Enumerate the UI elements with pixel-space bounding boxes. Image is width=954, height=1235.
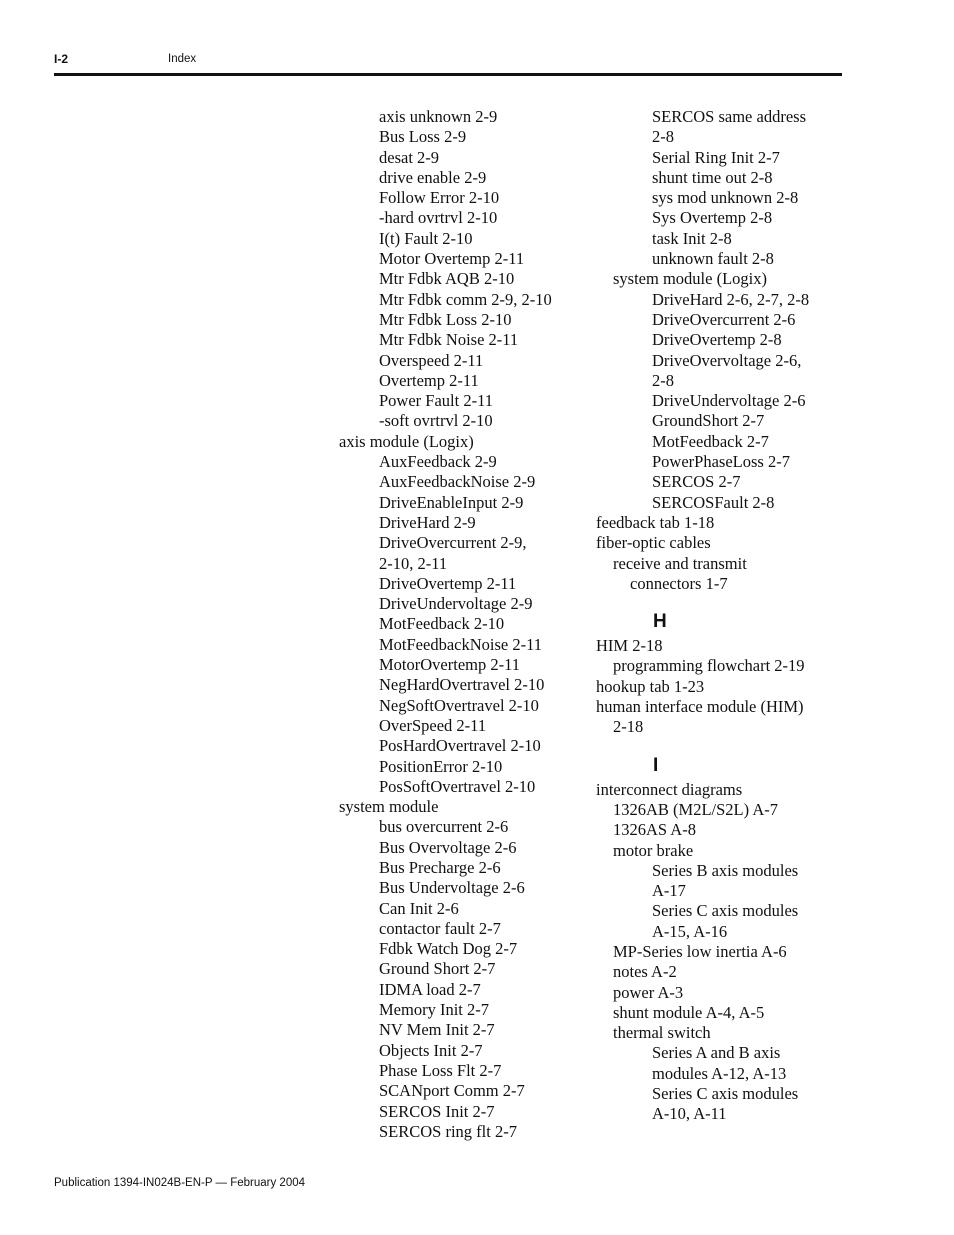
publication-footer: Publication 1394-IN024B-EN-P — February 2004 xyxy=(54,1177,306,1189)
index-entry: Series A and B axis xyxy=(652,1043,781,1063)
index-entry: 2-8 xyxy=(652,127,674,147)
index-entry: A-15, A-16 xyxy=(652,921,728,941)
index-entry: MP-Series low inertia A-6 xyxy=(613,941,787,961)
index-entry: A-17 xyxy=(652,881,686,901)
index-entry: Can Init 2-6 xyxy=(379,898,459,918)
index-entry: programming flowchart 2-19 xyxy=(613,656,805,676)
index-entry: Series C axis modules xyxy=(652,1084,799,1104)
index-entry: shunt module A-4, A-5 xyxy=(613,1002,765,1022)
index-entry: human interface module (HIM) xyxy=(596,697,804,717)
index-entry: Objects Init 2-7 xyxy=(379,1040,483,1060)
index-entry: power A-3 xyxy=(613,982,684,1002)
index-entry: NegSoftOvertravel 2-10 xyxy=(379,695,539,715)
index-entry: PowerPhaseLoss 2-7 xyxy=(652,452,790,472)
index-entry: modules A-12, A-13 xyxy=(652,1063,787,1083)
index-entry: SERCOS same address xyxy=(652,107,806,126)
index-entry: Mtr Fdbk Noise 2-11 xyxy=(379,330,519,350)
index-entry: SCANport Comm 2-7 xyxy=(379,1081,525,1101)
index-entry: Mtr Fdbk Loss 2-10 xyxy=(379,309,512,329)
index-entry: IDMA load 2-7 xyxy=(379,979,481,999)
index-entry: GroundShort 2-7 xyxy=(652,411,765,431)
index-entry: Bus Precharge 2-6 xyxy=(379,857,501,877)
index-entry: DriveUndervoltage 2-6 xyxy=(652,391,806,411)
index-entry: Memory Init 2-7 xyxy=(379,1000,489,1020)
index-entry: DriveOvercurrent 2-6 xyxy=(652,309,796,329)
index-entry: feedback tab 1-18 xyxy=(596,512,715,532)
index-entry: notes A-2 xyxy=(613,962,677,982)
index-entry: unknown fault 2-8 xyxy=(652,249,774,269)
index-entry: MotFeedback 2-7 xyxy=(652,431,769,451)
index-entry: NV Mem Init 2-7 xyxy=(379,1020,495,1040)
index-entry: Mtr Fdbk AQB 2-10 xyxy=(379,269,515,289)
index-entry: A-10, A-11 xyxy=(652,1104,727,1124)
index-entry: Overspeed 2-11 xyxy=(379,350,484,370)
index-entry: PositionError 2-10 xyxy=(379,756,503,776)
index-entry: thermal switch xyxy=(613,1023,711,1043)
index-entry: interconnect diagrams xyxy=(596,779,743,799)
index-entry: -hard ovrtrvl 2-10 xyxy=(379,208,498,228)
index-entry: OverSpeed 2-11 xyxy=(379,715,487,735)
index-entry: AuxFeedback 2-9 xyxy=(379,452,497,472)
index-entry: Follow Error 2-10 xyxy=(379,188,500,208)
index-entry: 2-10, 2-11 xyxy=(379,553,448,573)
index-entry: Sys Overtemp 2-8 xyxy=(652,208,773,228)
index-entry: motor brake xyxy=(613,840,694,860)
index-entry: DriveOvertemp 2-11 xyxy=(379,573,517,593)
index-entry: SERCOS Init 2-7 xyxy=(379,1101,495,1121)
index-entry: hookup tab 1-23 xyxy=(596,676,705,696)
index-entry: Mtr Fdbk comm 2-9, 2-10 xyxy=(379,289,552,309)
index-entry: -soft ovrtrvl 2-10 xyxy=(379,411,493,431)
index-entry: DriveOvertemp 2-8 xyxy=(652,330,782,350)
index-entry: HIM 2-18 xyxy=(596,636,663,656)
index-entry: DriveUndervoltage 2-9 xyxy=(379,594,533,614)
page-number: I-2 xyxy=(54,52,69,66)
index-entry: I(t) Fault 2-10 xyxy=(379,228,473,248)
index-entry: bus overcurrent 2-6 xyxy=(379,817,509,837)
index-entry: Series B axis modules xyxy=(652,860,799,880)
index-column-left xyxy=(339,107,599,1142)
index-entry: MotFeedback 2-10 xyxy=(379,614,505,634)
section-title: Index xyxy=(168,53,197,65)
index-entry: desat 2-9 xyxy=(379,147,440,167)
index-entry: Fdbk Watch Dog 2-7 xyxy=(379,939,518,959)
index-entry: DriveHard 2-9 xyxy=(379,512,476,532)
index-entry: PosHardOvertravel 2-10 xyxy=(379,736,541,756)
index-entry: connectors 1-7 xyxy=(630,573,728,593)
index-entry: PosSoftOvertravel 2-10 xyxy=(379,776,536,796)
index-entry: MotFeedbackNoise 2-11 xyxy=(379,634,542,654)
index-entry: SERCOS ring flt 2-7 xyxy=(379,1121,517,1141)
index-entry: Overtemp 2-11 xyxy=(379,370,479,390)
header-rule xyxy=(54,73,842,76)
index-entry: Bus Overvoltage 2-6 xyxy=(379,837,517,857)
index-entry: drive enable 2-9 xyxy=(379,167,487,187)
index-entry: sys mod unknown 2-8 xyxy=(652,188,799,208)
index-entry: SERCOS 2-7 xyxy=(652,472,741,492)
index-entry: Ground Short 2-7 xyxy=(379,959,496,979)
index-entry: Phase Loss Flt 2-7 xyxy=(379,1060,502,1080)
index-entry: shunt time out 2-8 xyxy=(652,167,773,187)
index-entry: system module (Logix) xyxy=(613,269,767,289)
index-entry: 2-8 xyxy=(652,370,674,390)
index-entry: DriveEnableInput 2-9 xyxy=(379,492,524,512)
index-entry: Serial Ring Init 2-7 xyxy=(652,147,780,167)
index-letter-heading: I xyxy=(653,754,659,776)
index-entry: Bus Loss 2-9 xyxy=(379,127,467,147)
index-entry: 2-18 xyxy=(613,717,644,737)
index-entry: AuxFeedbackNoise 2-9 xyxy=(379,472,536,492)
index-column-right xyxy=(596,107,841,1125)
index-entry: 1326AB (M2L/S2L) A-7 xyxy=(613,799,778,819)
index-entry: fiber-optic cables xyxy=(596,533,711,553)
index-entry: axis module (Logix) xyxy=(339,431,474,451)
index-entry: DriveHard 2-6, 2-7, 2-8 xyxy=(652,289,810,309)
index-letter-heading: H xyxy=(653,611,667,633)
index-entry: system module xyxy=(339,797,439,817)
index-entry: task Init 2-8 xyxy=(652,228,732,248)
index-entry: SERCOSFault 2-8 xyxy=(652,492,775,512)
index-entry: DriveOvervoltage 2-6, xyxy=(652,350,802,370)
index-entry: contactor fault 2-7 xyxy=(379,918,501,938)
index-entry: NegHardOvertravel 2-10 xyxy=(379,675,545,695)
index-entry: Motor Overtemp 2-11 xyxy=(379,249,525,269)
index-entry: Power Fault 2-11 xyxy=(379,391,493,411)
index-entry: Bus Undervoltage 2-6 xyxy=(379,878,525,898)
index-entry: axis unknown 2-9 xyxy=(379,107,498,126)
index-entry: Series C axis modules xyxy=(652,901,799,921)
index-entry: 1326AS A-8 xyxy=(613,820,696,840)
index-entry: DriveOvercurrent 2-9, xyxy=(379,533,527,553)
index-entry: MotorOvertemp 2-11 xyxy=(379,655,520,675)
index-entry: receive and transmit xyxy=(613,553,747,573)
